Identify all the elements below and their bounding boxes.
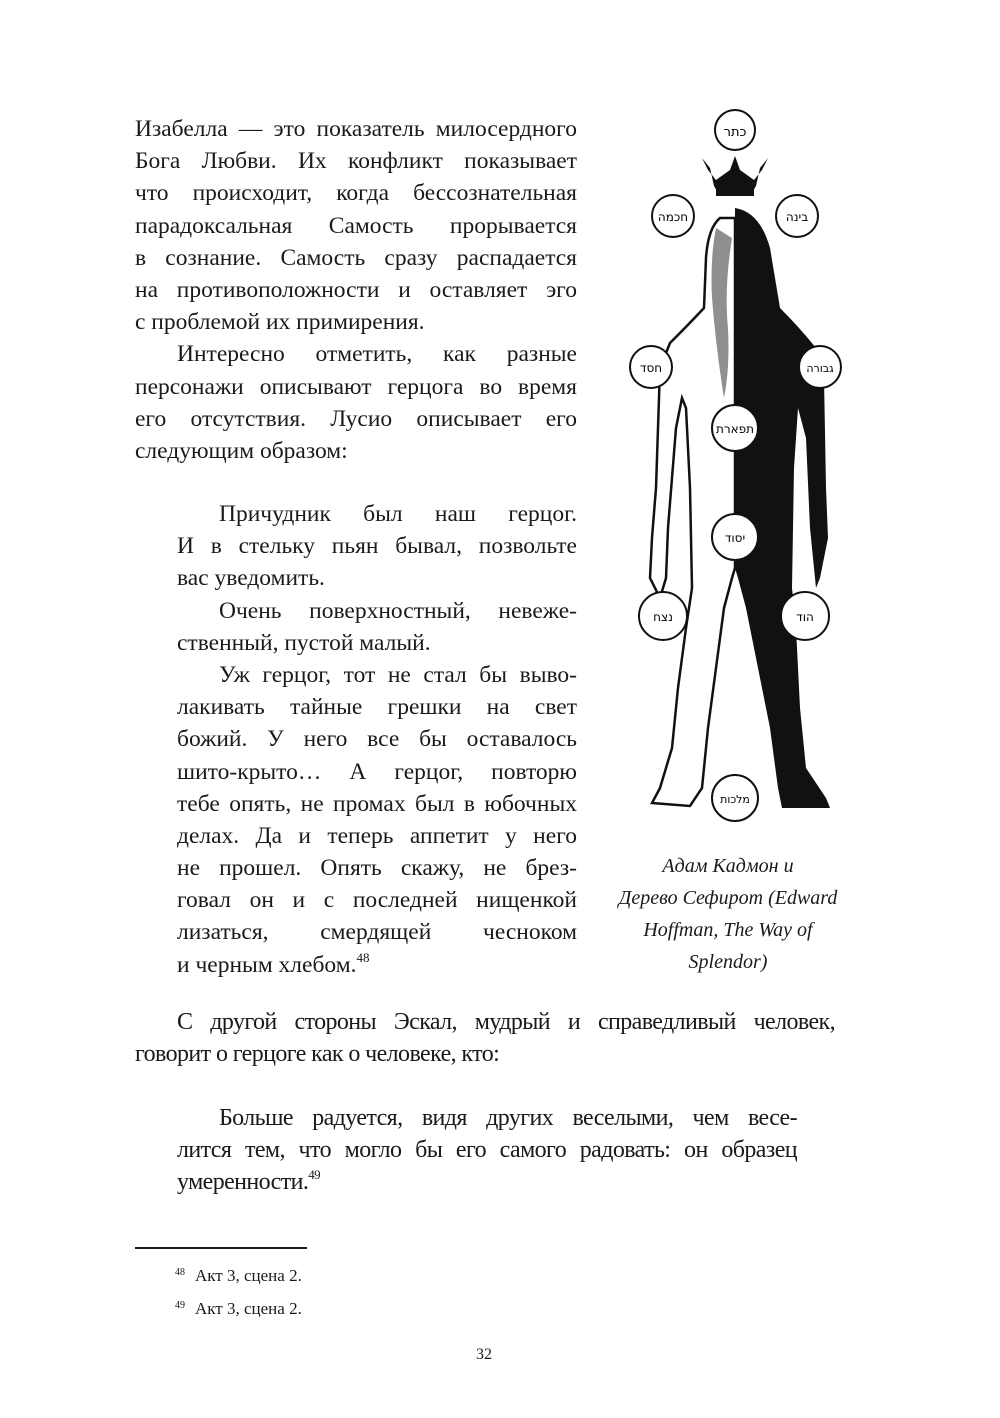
quote-line: Больше радуется, видя других веселыми, чем весе- bbox=[219, 1105, 797, 1131]
svg-text:בינה: בינה bbox=[785, 210, 809, 224]
adam-kadmon-illustration bbox=[620, 108, 850, 823]
quote-line bbox=[177, 1164, 797, 1196]
quote-line: божий. У него все бы оставалось bbox=[177, 726, 577, 753]
text-line: следующим образом: bbox=[135, 437, 348, 464]
footnote-number: 48 bbox=[175, 1267, 185, 1278]
text-line: парадоксальная Самость прорывается bbox=[135, 212, 577, 239]
footnote-number: 49 bbox=[175, 1300, 185, 1311]
crown-icon bbox=[702, 156, 768, 196]
block-quote-escalus bbox=[177, 1100, 797, 1197]
sefira-malkhut bbox=[712, 775, 758, 821]
quote-line: Причудник был наш герцог. bbox=[219, 501, 577, 527]
sefira-tiferet bbox=[712, 405, 758, 451]
footnote-text: Акт 3, сцена 2. bbox=[195, 1266, 302, 1285]
text-line: его отсутствия. Лусио описывает его bbox=[135, 405, 577, 432]
quote-line-text: и черным хлебом. bbox=[177, 951, 357, 978]
quote-line: вас уведомить. bbox=[177, 565, 325, 592]
sefira-chokhmah bbox=[652, 195, 694, 237]
quote-line: лизаться, смердящей чесноком bbox=[177, 919, 577, 946]
text-line: Изабелла — это показатель милосердного bbox=[135, 116, 577, 142]
quote-line-text: умеренности. bbox=[177, 1169, 309, 1196]
text-line: на противоположности и оставляет эго bbox=[135, 276, 577, 303]
sefira-keter bbox=[715, 110, 755, 150]
page-number: 32 bbox=[476, 1346, 492, 1363]
footnote-text: Акт 3, сцена 2. bbox=[195, 1299, 302, 1318]
svg-text:נצח: נצח bbox=[653, 610, 673, 624]
footnote-ref[interactable]: 48 bbox=[356, 949, 370, 965]
text-line: что происходит, когда бессознательная bbox=[135, 180, 577, 207]
caption-line: Адам Кадмон и bbox=[662, 855, 794, 877]
footnote bbox=[175, 1258, 302, 1291]
quote-line: шито-крыто… А герцог, повторю bbox=[177, 758, 577, 785]
svg-text:מלכות: מלכות bbox=[720, 793, 750, 806]
sefira-binah bbox=[776, 195, 818, 237]
quote-line: не прошел. Опять скажу, не брез- bbox=[177, 855, 577, 882]
quote-line: лакивать тайные грешки на свет bbox=[177, 694, 577, 721]
text-line: персонажи описывают герцога во время bbox=[135, 373, 577, 400]
quote-line: делах. Да и теперь аппетит у него bbox=[177, 822, 577, 849]
svg-text:יסוד: יסוד bbox=[724, 531, 746, 545]
lower-paragraph bbox=[135, 1005, 835, 1069]
text-line: С другой стороны Эскал, мудрый и справедливый человек, bbox=[177, 1009, 835, 1035]
quote-line: лится тем, что могло бы его самого радовать: он образец bbox=[177, 1137, 797, 1164]
svg-text:חסד: חסד bbox=[639, 361, 663, 375]
quote-line: тебе опять, не промах был в юбочных bbox=[177, 790, 577, 817]
quote-line: И в стельку пьян бывал, позвольте bbox=[177, 533, 577, 560]
svg-text:כתר: כתר bbox=[723, 125, 747, 140]
footnote bbox=[175, 1291, 302, 1324]
main-text-column bbox=[135, 113, 577, 467]
quote-line bbox=[177, 949, 577, 981]
sefira-yesod bbox=[712, 514, 758, 560]
footnotes bbox=[175, 1258, 302, 1324]
text-line: говорит о герцоге как о человеке, кто: bbox=[135, 1041, 500, 1068]
sefira-chesed bbox=[630, 346, 672, 388]
figure-caption bbox=[598, 850, 858, 978]
footnote-divider bbox=[135, 1247, 307, 1249]
text-line: Интересно отметить, как разные bbox=[177, 341, 577, 368]
quote-line: Уж герцог, тот не стал бы выво- bbox=[219, 661, 577, 688]
sefira-netzach bbox=[639, 592, 687, 640]
illustration-svg bbox=[620, 108, 850, 823]
caption-line: Hoffman, The Way of bbox=[643, 919, 813, 941]
caption-line: Splendor) bbox=[688, 951, 768, 973]
quote-line: говал он и с последней нищенкой bbox=[177, 887, 577, 914]
text-line: в сознание. Самость сразу распадается bbox=[135, 244, 577, 271]
sefira-gevurah bbox=[799, 346, 841, 388]
caption-line: Дерево Сефирот (Edward bbox=[618, 887, 838, 909]
block-quote-lucio bbox=[177, 498, 577, 981]
footnote-ref[interactable]: 49 bbox=[308, 1167, 321, 1183]
quote-line: ственный, пустой малый. bbox=[177, 629, 431, 656]
sefira-hod bbox=[781, 592, 829, 640]
svg-text:גבורה: גבורה bbox=[806, 362, 834, 375]
svg-text:תפארת: תפארת bbox=[715, 422, 755, 436]
svg-text:הוד: הוד bbox=[796, 610, 814, 624]
text-line: Бога Любви. Их конфликт показывает bbox=[135, 148, 577, 175]
text-line: с проблемой их примирения. bbox=[135, 309, 425, 336]
quote-line: Очень поверхностный, невеже- bbox=[219, 597, 577, 624]
svg-text:חכמה: חכמה bbox=[657, 210, 689, 224]
